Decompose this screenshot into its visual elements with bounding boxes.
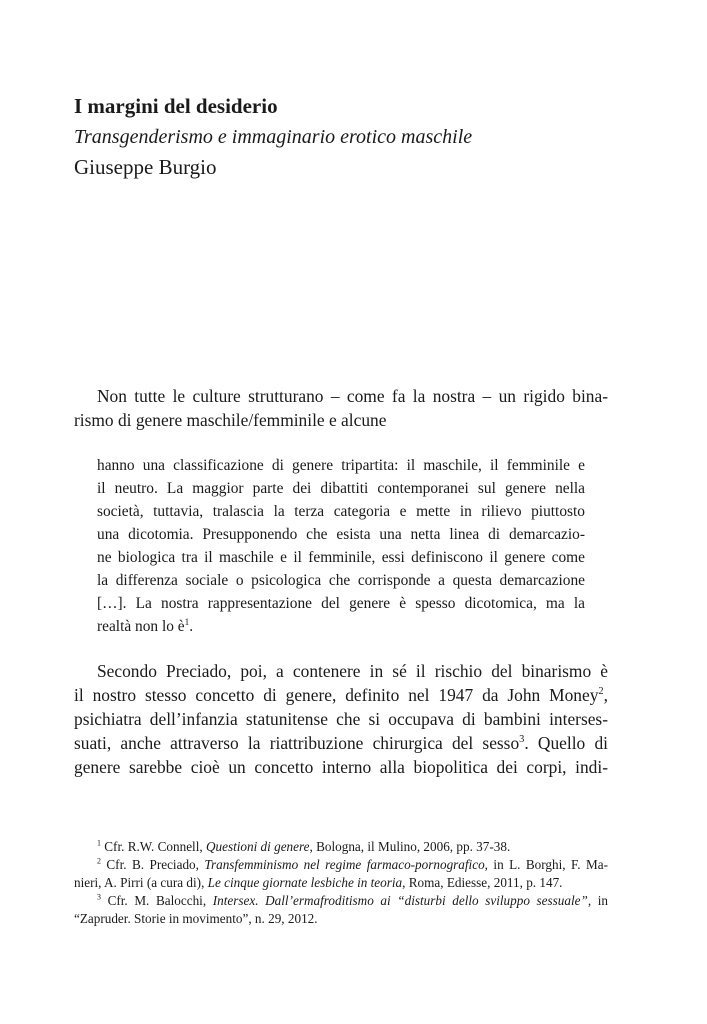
footnote-2-title: Transfemminismo nel regime farmaco-pornografico [204,857,485,872]
paragraph2-line2-end: , [603,685,608,705]
footnote-3-title: Intersex. Dall’ermafroditismo ai “disturbi dello sviluppo sessuale” [212,893,588,908]
quote-line: società, tuttavia, tralascia la terza categoria e mette in rilievo piuttosto [97,503,585,520]
footnote-ref-2[interactable]: 2 [598,686,604,698]
chapter-subtitle: Transgenderismo e immaginario erotico maschile [74,126,473,148]
paragraph1-line1: Non tutte le culture strutturano – come fa la nostra – un rigido bina- [97,386,608,406]
quote-last-line [97,616,193,638]
footnote-1-title: Questioni di genere [205,839,310,854]
quote-line: […]. La nostra rappresentazione del genere è spesso dicotomica, ma la [97,595,585,612]
quote-last-end: . [189,618,194,635]
quote-line: ne biologica tra il maschile e il femminile, essi definiscono il genere come [97,549,585,566]
paragraph2-line4-text: suati, anche attraverso la riattribuzione chirurgica del sesso [74,733,520,753]
footnote-2-line2-post: , Roma, Ediesse, 2011, p. 147. [402,875,563,890]
footnote-2-line2-title: Le cinque giornate lesbiche in teoria [207,875,403,890]
footnote-3 [97,891,608,910]
footnote-ref-1[interactable]: 1 [184,616,190,627]
footnote-2-pre: Cfr. B. Preciado, [100,857,205,872]
quote-line: una dicotomia. Presupponendo che esista una netta linea di demarcazio- [97,526,585,543]
footnote-2-line2-pre: nieri, A. Pirri (a cura di), [74,875,208,890]
paragraph2-line2 [74,683,608,707]
footnote-3-line2: “Zapruder. Storie in movimento”, n. 29, 2012. [74,911,318,926]
paragraph1-line2: rismo di genere maschile/femminile e alcune [74,410,387,430]
footnote-ref-3[interactable]: 3 [519,734,525,746]
footnote-2-number: 2 [97,856,101,866]
footnote-2 [97,855,608,874]
quote-last-text: realtà non lo è [97,618,185,635]
paragraph2-line4 [74,731,608,755]
footnote-1-pre: Cfr. R.W. Connell, [100,839,206,854]
footnote-2-post: , in L. Borghi, F. Ma- [484,857,608,872]
quote-line: il neutro. La maggior parte dei dibattiti contemporanei sul genere nella [97,480,585,497]
footnote-3-pre: Cfr. M. Balocchi, [100,893,213,908]
paragraph2-line1: Secondo Preciado, poi, a contenere in sé il rischio del binarismo è [97,661,608,681]
footnote-2-line2 [74,873,562,892]
chapter-title: I margini del desiderio [74,94,278,118]
paragraph2-line5: genere sarebbe cioè un concetto interno alla biopolitica dei corpi, indi- [74,757,608,777]
quote-line: hanno una classificazione di genere tripartita: il maschile, il femminile e [97,457,585,474]
paragraph2-line2-text: il nostro stesso concetto di genere, definito nel 1947 da John Money [74,685,599,705]
footnote-1 [97,837,510,856]
footnote-1-number: 1 [97,838,101,848]
paragraph2-line3: psichiatra dell’infanzia statunitense che si occupava di bambini interses- [74,709,608,729]
footnote-1-post: , Bologna, il Mulino, 2006, pp. 37-38. [309,839,511,854]
footnote-3-number: 3 [97,892,101,902]
paragraph2-line4-end: . Quello di [524,733,608,753]
footnote-3-post: , in [587,893,608,908]
chapter-author: Giuseppe Burgio [74,155,217,179]
quote-line: la differenza sociale o psicologica che corrisponde a questa demarcazione [97,572,585,589]
